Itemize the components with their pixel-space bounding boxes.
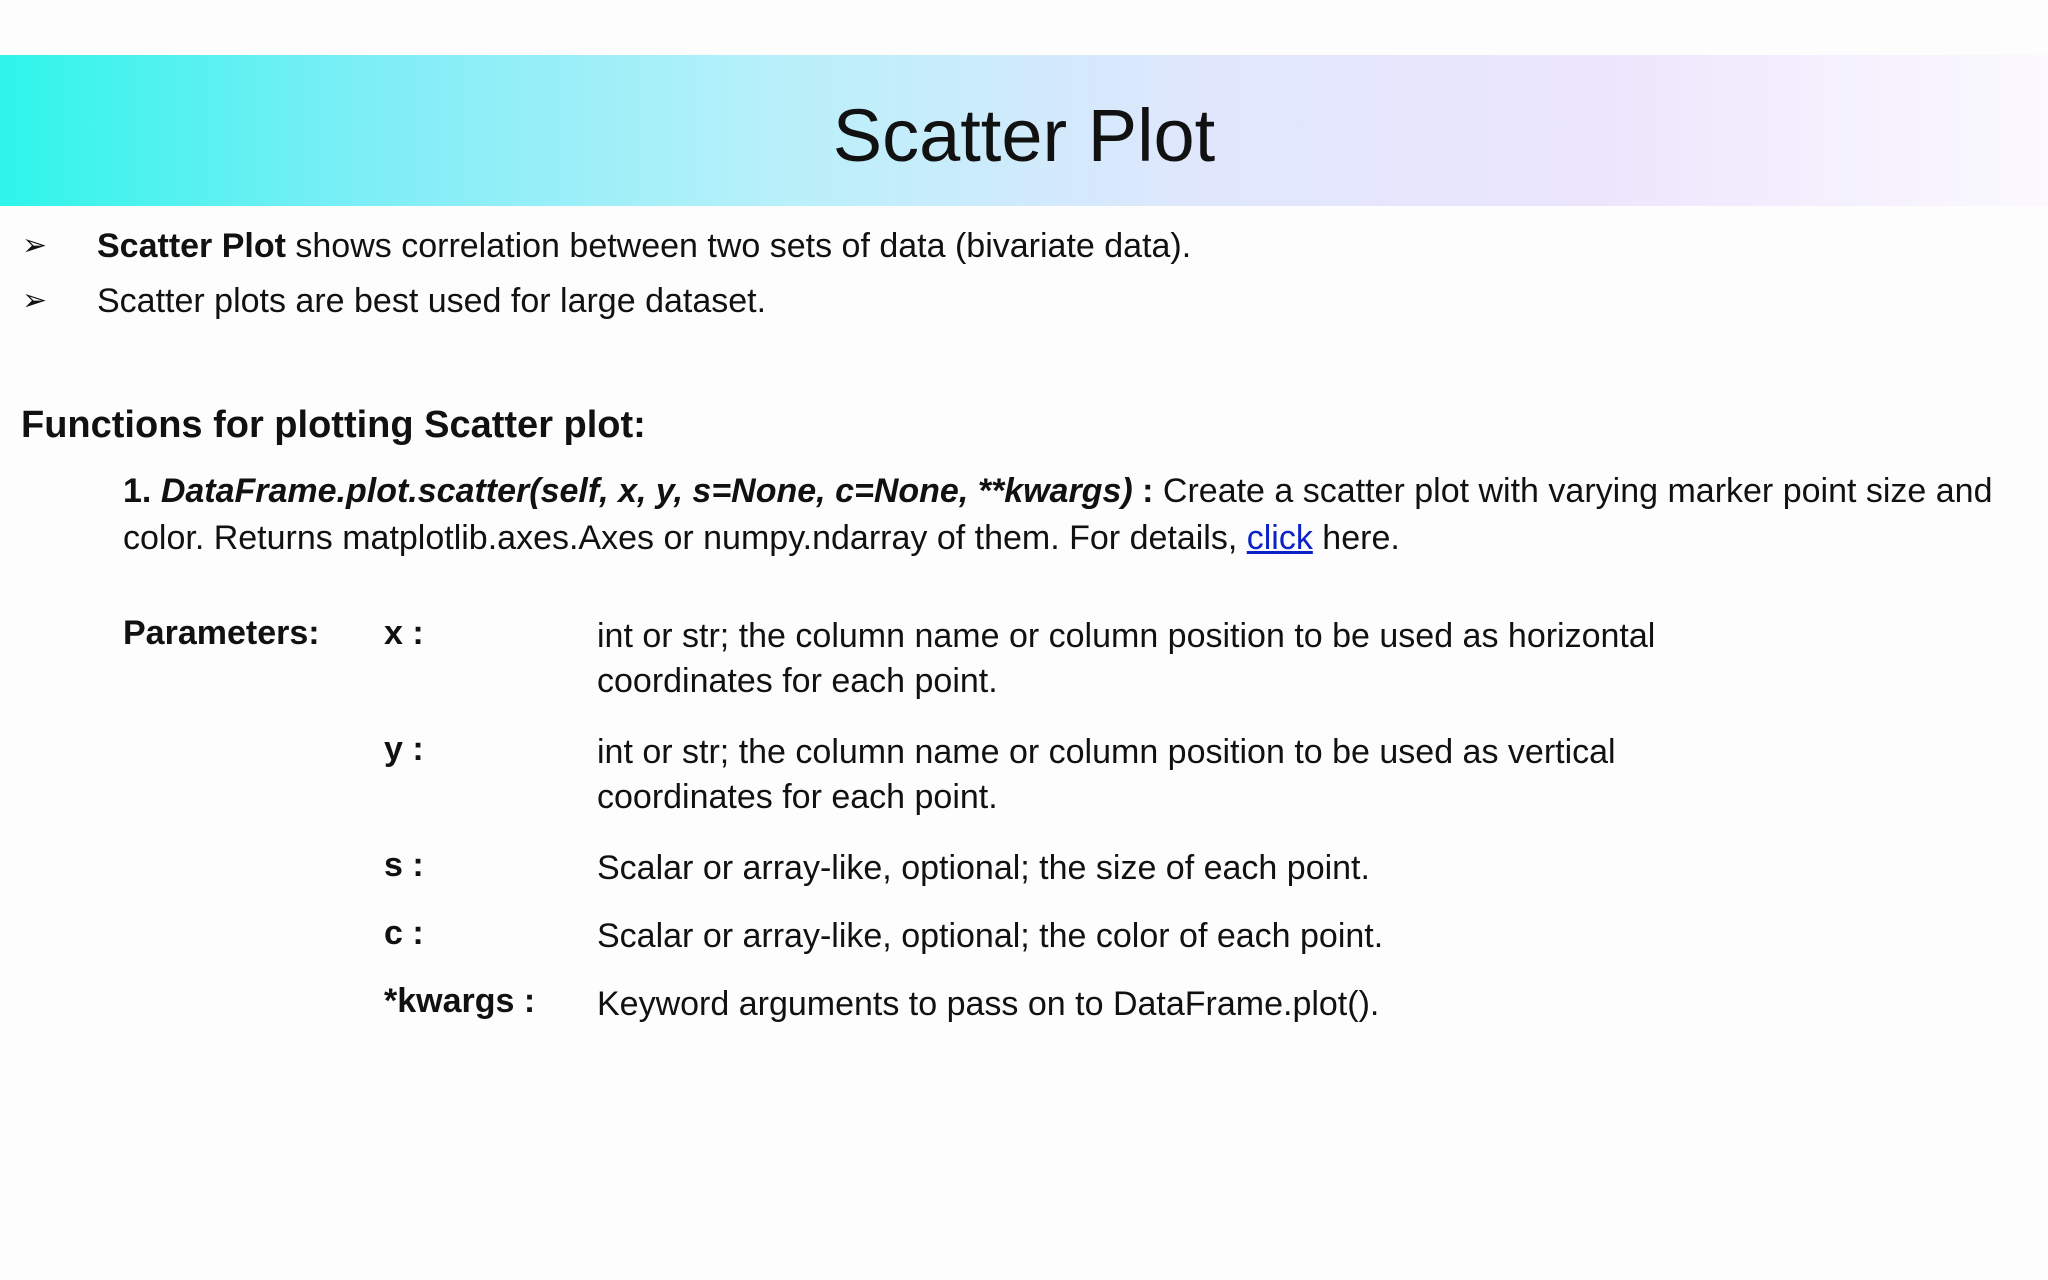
function-signature: DataFrame.plot.scatter(self, x, y, s=None, c=None, **kwargs) <box>160 472 1133 510</box>
function-colon: : <box>1132 472 1163 510</box>
param-name-kwargs: *kwargs : <box>384 982 536 1020</box>
function-number: 1. <box>123 472 161 510</box>
details-link[interactable]: click <box>1246 519 1313 557</box>
param-name-c: c : <box>384 914 424 952</box>
arrow-bullet-icon: ➢ <box>22 284 48 317</box>
param-name-y: y : <box>384 730 424 768</box>
bullet-text: Scatter plots are best used for large dataset. <box>97 282 767 320</box>
param-desc-y: int or str; the column name or column position to be used as vertical coordinates for each point. <box>597 733 1616 816</box>
param-desc-c: Scalar or array-like, optional; the color of each point. <box>597 917 1384 955</box>
param-desc-kwargs: Keyword arguments to pass on to DataFrame.plot(). <box>597 985 1380 1023</box>
param-name-x: x : <box>384 614 424 652</box>
function-text-end: here. <box>1312 519 1400 557</box>
param-name-s: s : <box>384 846 424 884</box>
param-desc-s: Scalar or array-like, optional; the size of each point. <box>597 849 1370 887</box>
bullet-text: Scatter Plot shows correlation between two sets of data (bivariate data). <box>97 227 1192 265</box>
function-description <box>123 468 2003 562</box>
function-text: Create a scatter plot with varying marker point size and color. Returns matplotlib.axes.Axes or numpy.ndarray of them. For details, <box>123 472 1993 557</box>
parameters-label: Parameters: <box>123 614 320 652</box>
slide-title: Scatter Plot <box>832 94 1216 177</box>
arrow-bullet-icon: ➢ <box>22 229 48 262</box>
section-heading: Functions for plotting Scatter plot: <box>21 404 646 446</box>
param-desc-x: int or str; the column name or column position to be used as horizontal coordinates for each point. <box>597 617 1656 700</box>
